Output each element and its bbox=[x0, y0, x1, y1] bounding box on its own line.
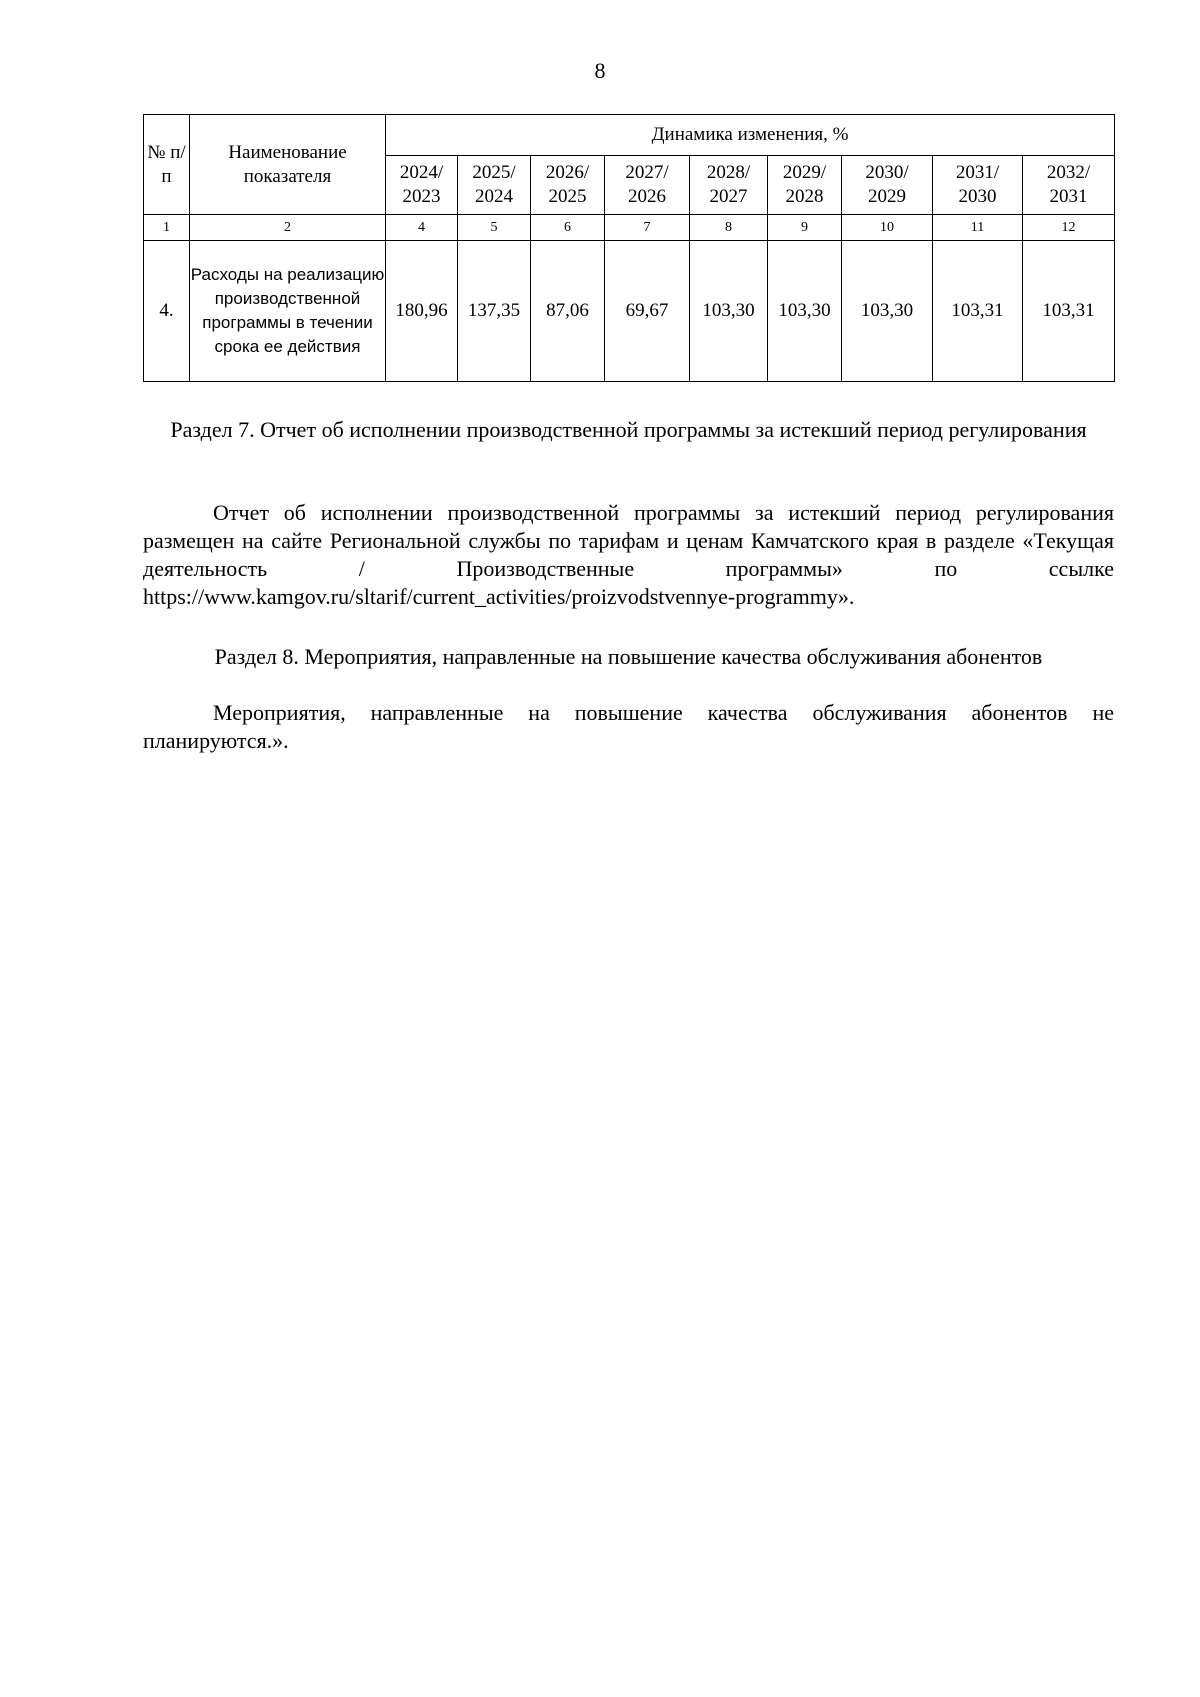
column-number: 5 bbox=[458, 215, 531, 241]
header-year: 2027/ 2026 bbox=[605, 156, 690, 215]
header-year: 2030/ 2029 bbox=[842, 156, 933, 215]
header-year: 2032/ 2031 bbox=[1023, 156, 1115, 215]
row-value: 103,30 bbox=[690, 241, 768, 382]
row-number: 4. bbox=[144, 241, 190, 382]
header-year: 2028/ 2027 bbox=[690, 156, 768, 215]
row-value: 103,31 bbox=[1023, 241, 1115, 382]
row-value: 103,31 bbox=[933, 241, 1023, 382]
row-indicator-name: Расходы на реализацию производственной программы в течении срока ее действия bbox=[190, 241, 386, 382]
header-year: 2029/ 2028 bbox=[768, 156, 842, 215]
column-number: 2 bbox=[190, 215, 386, 241]
column-number: 1 bbox=[144, 215, 190, 241]
row-value: 103,30 bbox=[842, 241, 933, 382]
header-year: 2031/ 2030 bbox=[933, 156, 1023, 215]
header-year: 2025/ 2024 bbox=[458, 156, 531, 215]
row-value: 69,67 bbox=[605, 241, 690, 382]
header-dynamics: Динамика изменения, % bbox=[386, 115, 1115, 156]
header-year: 2026/ 2025 bbox=[531, 156, 605, 215]
row-value: 137,35 bbox=[458, 241, 531, 382]
column-number: 10 bbox=[842, 215, 933, 241]
column-number: 4 bbox=[386, 215, 458, 241]
section-8-title: Раздел 8. Мероприятия, направленные на повышение качества обслуживания абонентов bbox=[214, 644, 1043, 669]
header-year: 2024/ 2023 bbox=[386, 156, 458, 215]
column-number: 6 bbox=[531, 215, 605, 241]
column-number: 8 bbox=[690, 215, 768, 241]
row-value: 87,06 bbox=[531, 241, 605, 382]
column-number: 9 bbox=[768, 215, 842, 241]
column-number: 7 bbox=[605, 215, 690, 241]
section-7-text: Отчет об исполнении производственной программы за истекший период регулирования размещен на сайте Региональной службы по тарифам и ценам Камчатского края в разделе «Текущая деятельность / Производственные программы» по ссылке https://www.kamgov.ru/sltarif/current_activities/proizvodstvennye-programmy». bbox=[143, 500, 1114, 609]
section-7-title: Раздел 7. Отчет об исполнении производственной программы за истекший период регулирования bbox=[170, 417, 1087, 442]
row-value: 180,96 bbox=[386, 241, 458, 382]
page-number: 8 bbox=[594, 58, 606, 83]
table-row bbox=[144, 241, 1115, 382]
column-number: 11 bbox=[933, 215, 1023, 241]
header-number: № п/п bbox=[144, 115, 190, 215]
column-number: 12 bbox=[1023, 215, 1115, 241]
row-value: 103,30 bbox=[768, 241, 842, 382]
header-indicator-name: Наименование показателя bbox=[190, 115, 386, 215]
dynamics-table bbox=[143, 114, 1115, 382]
section-8-text: Мероприятия, направленные на повышение качества обслуживания абонентов не планируются.». bbox=[143, 700, 1114, 753]
